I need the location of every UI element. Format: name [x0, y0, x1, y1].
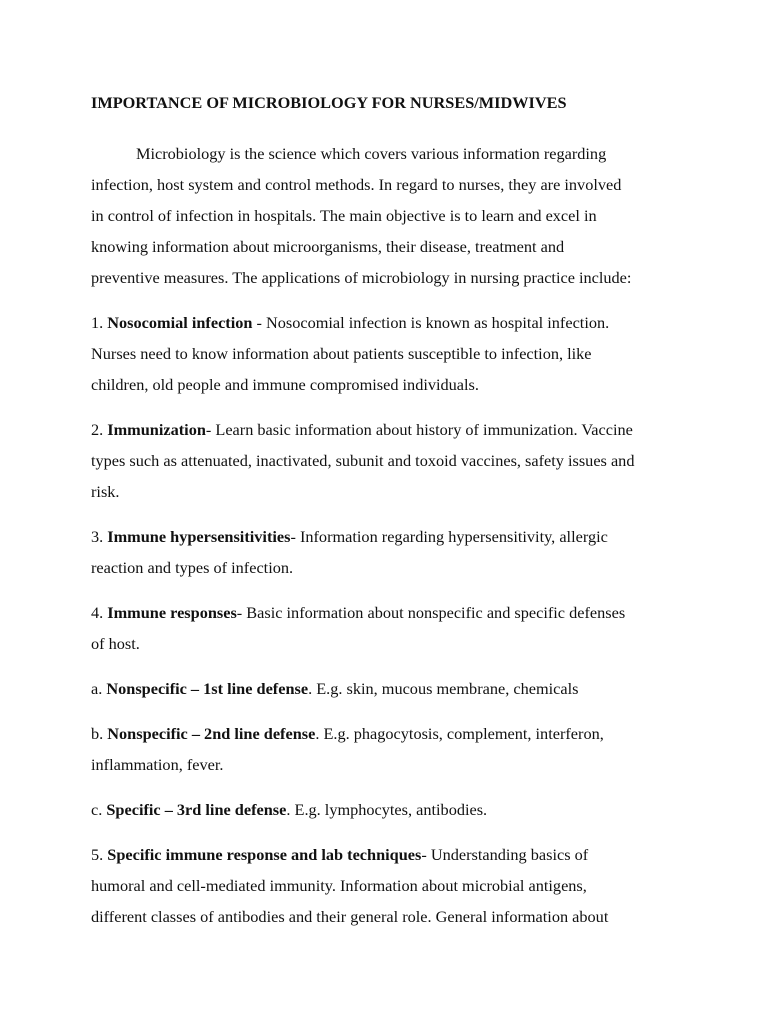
text-line: humoral and cell-mediated immunity. Information about microbial antigens, [91, 876, 587, 895]
text-line: infection, host system and control methods. In regard to nurses, they are involved [91, 175, 622, 194]
text-line: children, old people and immune compromised individuals. [91, 375, 479, 394]
item-text: - Nosocomial infection is known as hospital infection. [252, 313, 610, 332]
item-text: - Information regarding hypersensitivity, allergic [290, 527, 608, 546]
item-text: . E.g. phagocytosis, complement, interferon, [315, 724, 604, 743]
item-heading: Immunization [107, 420, 206, 439]
item-heading: Specific immune response and lab techniques [107, 845, 422, 864]
item-first-line [91, 414, 691, 445]
item-heading: Immune hypersensitivities [107, 527, 291, 546]
item-text: - Understanding basics of [421, 845, 589, 864]
list-item-third-line-defense [91, 794, 691, 825]
item-heading: Nonspecific – 1st line defense [106, 679, 309, 698]
list-item-immune-responses [91, 597, 691, 659]
text-line: preventive measures. The applications of microbiology in nursing practice include: [91, 268, 632, 287]
item-first-line [91, 794, 691, 825]
text-line: of host. [91, 634, 140, 653]
text-line: in control of infection in hospitals. The main objective is to learn and excel in [91, 206, 597, 225]
list-item-second-line-defense [91, 718, 691, 780]
item-text: - Learn basic information about history of immunization. Vaccine [205, 420, 633, 439]
text-line: different classes of antibodies and their general role. General information about [91, 907, 609, 926]
item-text: - Basic information about nonspecific and specific defenses [236, 603, 626, 622]
item-heading: Nonspecific – 2nd line defense [107, 724, 316, 743]
page-title: IMPORTANCE OF MICROBIOLOGY FOR NURSES/MIDWIVES [91, 93, 567, 112]
text-line: risk. [91, 482, 120, 501]
item-number: 1. [91, 313, 108, 332]
item-number: 4. [91, 603, 108, 622]
item-first-line [91, 718, 691, 749]
intro-paragraph [91, 138, 691, 293]
item-heading: Nosocomial infection [107, 313, 253, 332]
text-line: types such as attenuated, inactivated, subunit and toxoid vaccines, safety issues and [91, 451, 635, 470]
list-item-immunization [91, 414, 691, 507]
item-number: 5. [91, 845, 108, 864]
item-heading: Specific – 3rd line defense [106, 800, 287, 819]
text-line: knowing information about microorganisms, their disease, treatment and [91, 237, 565, 256]
item-letter: b. [91, 724, 108, 743]
item-letter: a. [91, 679, 107, 698]
text-line: Nurses need to know information about patients susceptible to infection, like [91, 344, 592, 363]
text-line: reaction and types of infection. [91, 558, 294, 577]
item-number: 2. [91, 420, 108, 439]
list-item-specific-immune-response [91, 839, 691, 932]
item-letter: c. [91, 800, 107, 819]
text-line: Microbiology is the science which covers various information regarding [136, 144, 607, 163]
list-item-nosocomial-infection [91, 307, 691, 400]
item-first-line [91, 597, 691, 628]
document-body [91, 138, 691, 946]
item-first-line [91, 839, 691, 870]
item-heading: Immune responses [107, 603, 237, 622]
item-first-line [91, 307, 691, 338]
list-item-immune-hypersensitivities [91, 521, 691, 583]
list-item-first-line-defense [91, 673, 691, 704]
item-first-line [91, 673, 691, 704]
item-number: 3. [91, 527, 108, 546]
item-text: . E.g. skin, mucous membrane, chemicals [308, 679, 579, 698]
item-first-line [91, 521, 691, 552]
text-line: inflammation, fever. [91, 755, 224, 774]
item-text: . E.g. lymphocytes, antibodies. [286, 800, 488, 819]
